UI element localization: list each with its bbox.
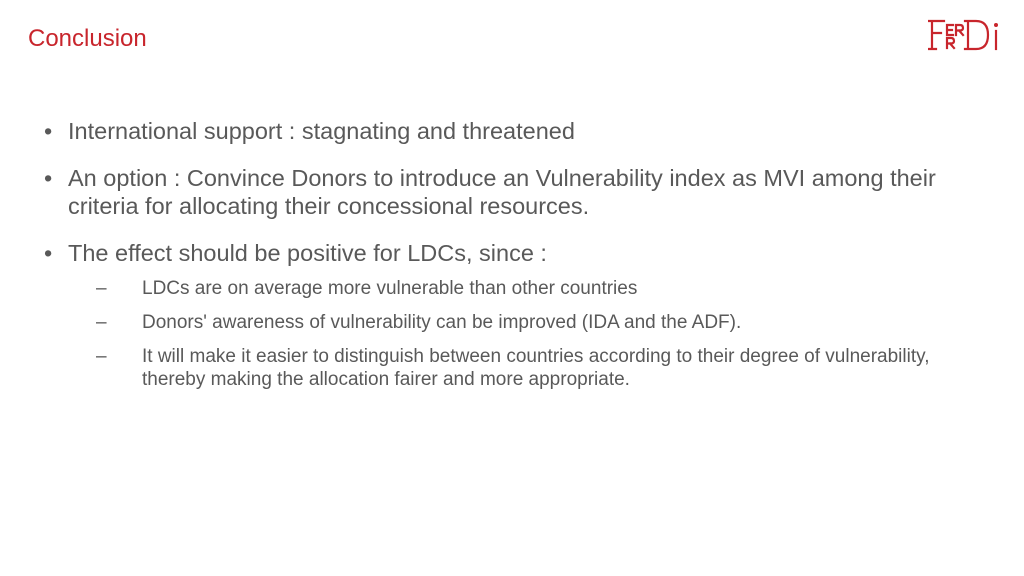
- bullet-marker: •: [44, 165, 53, 191]
- bullet-marker: •: [44, 118, 53, 144]
- sub-bullet-item: [44, 277, 984, 300]
- dash-marker: –: [96, 346, 107, 367]
- bullet-text: An option : Convince Donors to introduce an Vulnerability index as MVI among their criteria for allocating their concessional resources.: [68, 165, 936, 219]
- bullet-item: [44, 164, 984, 220]
- sub-bullet-text: It will make it easier to distinguish between countries according to their degree of vulnerability, thereby making the allocation fairer and more appropriate.: [142, 346, 930, 390]
- sub-bullet-text: LDCs are on average more vulnerable than other countries: [142, 278, 638, 299]
- bullet-marker: •: [44, 240, 53, 266]
- dash-marker: –: [96, 278, 107, 299]
- slide-title: Conclusion: [28, 25, 147, 52]
- slide-content: [44, 117, 984, 402]
- bullet-text: International support : stagnating and threatened: [68, 118, 575, 144]
- bullet-text: The effect should be positive for LDCs, since :: [68, 240, 547, 266]
- ferdi-logo: [928, 16, 1004, 54]
- bullet-item: [44, 239, 984, 267]
- bullet-item: [44, 117, 984, 145]
- sub-bullet-text: Donors' awareness of vulnerability can be improved (IDA and the ADF).: [142, 312, 742, 333]
- sub-bullet-item: [44, 311, 984, 334]
- dash-marker: –: [96, 312, 107, 333]
- sub-bullet-item: [44, 345, 984, 391]
